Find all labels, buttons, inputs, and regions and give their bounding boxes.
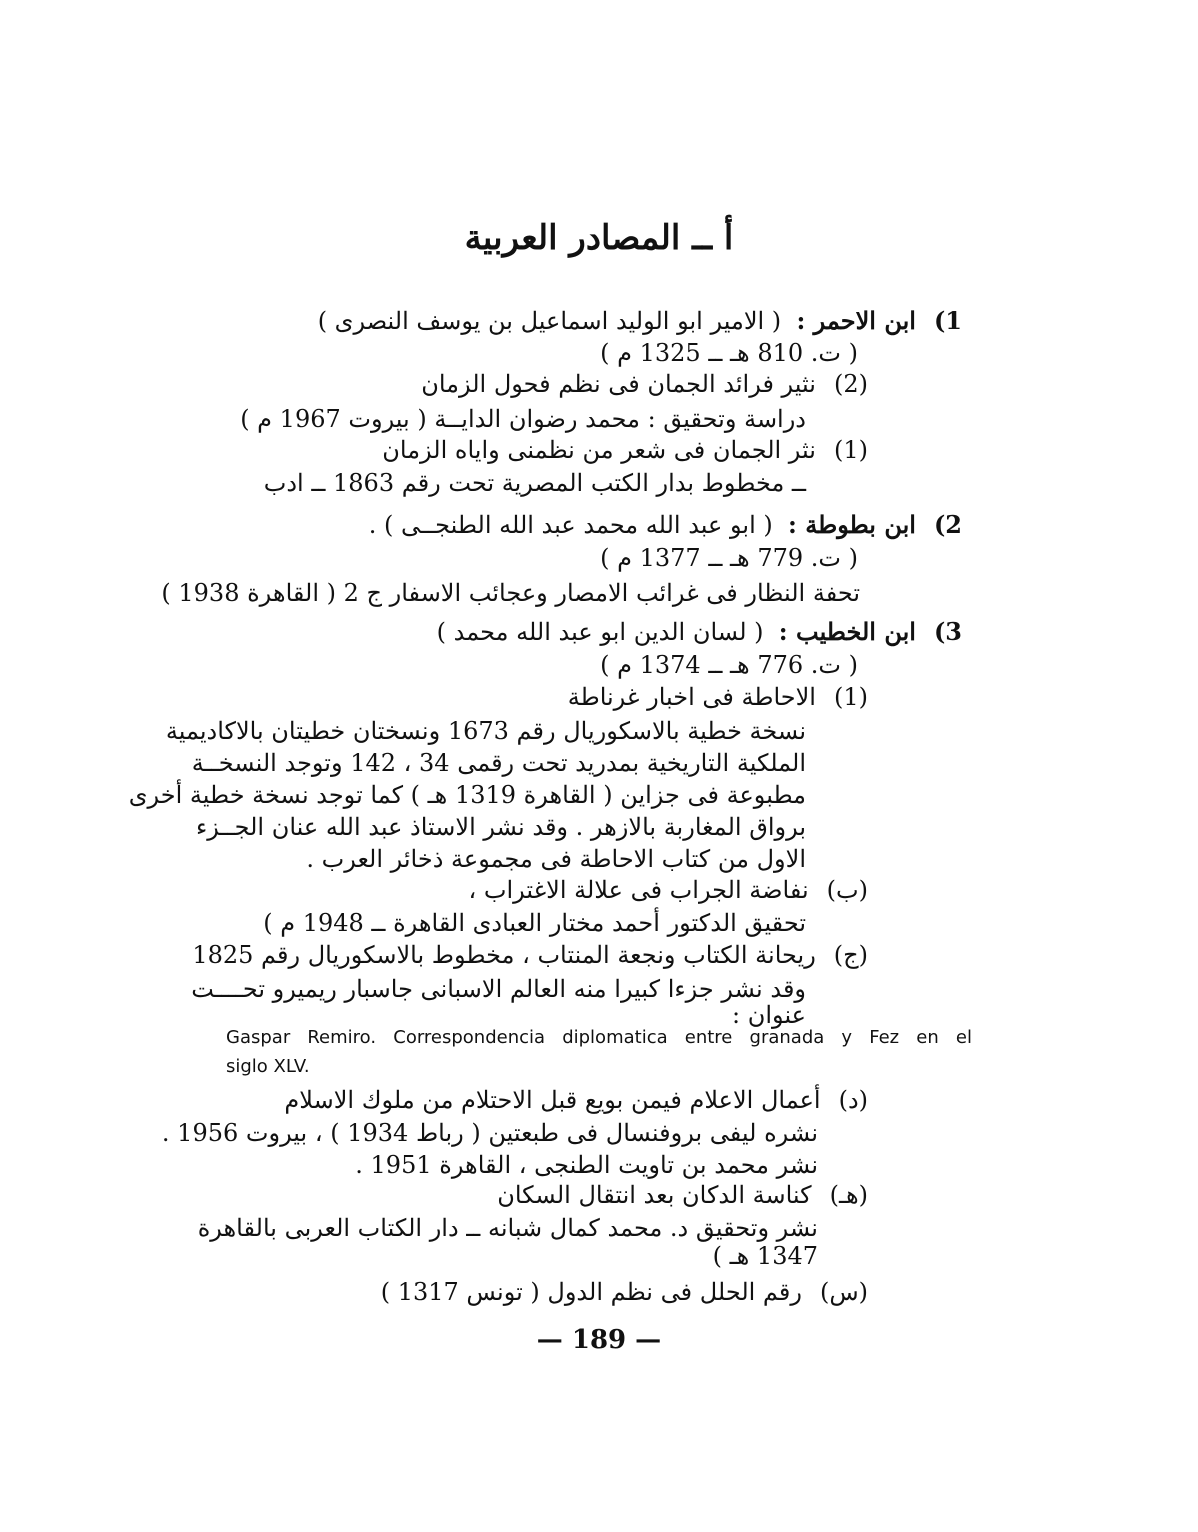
entry-3-item-b [468,875,868,905]
entry-2-date: ( ت. 779 هـ ــ 1377 م ) [600,544,858,572]
entry-3-item-d-line-2: نشر محمد بن تاويت الطنجى ، القاهرة 1951 . [355,1151,818,1179]
entry-description: ( لسان الدين ابو عبد الله محمد ) [436,618,764,646]
entry-3-date: ( ت. 776 هـ ــ 1374 م ) [600,651,858,679]
entry-1-item-2 [421,369,868,399]
entry-3-item-1-line-2: الملكية التاريخية بمدريد تحت رقمى 34 ، 142 وتوجد النسخــة [191,749,806,777]
entry-1-item-1-note: ــ مخطوط بدار الكتب المصرية تحت رقم 1863 ــ ادب [263,469,806,497]
item-marker: (1) [833,683,868,711]
latin-reference-line-2: siglo XLV. [226,1056,310,1077]
entry-name: ابن الاحمر : [796,306,916,335]
entry-3-item-h [497,1180,868,1210]
item-title: نثر الجمان فى شعر من نظمنى واياه الزمان [382,436,816,464]
item-marker: (د) [838,1086,868,1114]
item-marker: (ب) [826,876,868,904]
entry-name: ابن الخطيب : [778,617,916,646]
entry-2-note: تحفة النظار فى غرائب الامصار وعجائب الاسفار ج 2 ( القاهرة 1938 ) [161,579,860,607]
item-marker: (هـ) [829,1181,868,1209]
item-title: نثير فرائد الجمان فى نظم فحول الزمان [421,370,816,398]
entry-2-header [369,510,962,540]
entry-3-item-1-line-3: مطبوعة فى جزاين ( القاهرة 1319 هـ ) كما توجد نسخة خطية أخرى [128,781,806,809]
entry-name: ابن بطوطة : [788,510,916,539]
entry-3-item-j [192,940,868,970]
page-title: أ ــ المصادر العربية [464,218,734,258]
entry-3-item-h-line-1: نشر وتحقيق د. محمد كمال شبانه ــ دار الكتاب العربى بالقاهرة [197,1214,818,1242]
entry-number: 2) [933,510,962,539]
entry-3-item-j-line-1: وقد نشر جزءا كبيرا منه العالم الاسبانى جاسبار ريميرو تحــــت [191,975,806,1003]
entry-1-item-1 [382,435,868,465]
item-marker: (1) [833,436,868,464]
entry-1-item-2-note: دراسة وتحقيق : محمد رضوان الدايــة ( بيروت 1967 م ) [240,405,806,433]
entry-description: ( ابو عبد الله محمد عبد الله الطنجــى ) . [368,511,773,539]
page-number: — 189 — [536,1325,662,1355]
entry-1-date: ( ت. 810 هـ ــ 1325 م ) [600,339,858,367]
item-title: نفاضة الجراب فى علالة الاغتراب ، [468,876,809,904]
latin-reference-line-1: Gaspar Remiro. Correspondencia diplomatica entre granada y Fez en el [226,1027,972,1048]
item-title: أعمال الاعلام فيمن بويع قبل الاحتلام من ملوك الاسلام [284,1086,821,1114]
entry-number: 3) [933,617,962,646]
item-title: الاحاطة فى اخبار غرناطة [567,683,816,711]
item-marker: (س) [819,1278,868,1306]
entry-3-item-1-line-1: نسخة خطية بالاسكوريال رقم 1673 ونسختان خطيتان بالاكاديمية [165,717,806,745]
entry-1-header [318,306,962,336]
item-title: رقم الحلل فى نظم الدول ( تونس 1317 ) [380,1278,802,1306]
item-marker: (2) [833,370,868,398]
entry-3-item-1 [568,682,868,712]
entry-3-item-b-note: تحقيق الدكتور أحمد مختار العبادى القاهرة ــ 1948 م ) [263,909,806,937]
entry-3-item-h-line-2: 1347 هـ ) [712,1242,818,1270]
entry-3-item-j-line-2: عنوان : [732,1001,806,1029]
item-marker: (ج) [833,941,868,969]
entry-3-item-1-line-4: برواق المغاربة بالازهر . وقد نشر الاستاذ عبد الله عنان الجــزء [196,813,806,841]
entry-number: 1) [933,306,962,335]
item-title: كناسة الدكان بعد انتقال السكان [497,1181,812,1209]
entry-3-item-d-line-1: نشره ليفى بروفنسال فى طبعتين ( رباط 1934 ) ، بيروت 1956 . [161,1119,818,1147]
entry-3-header [437,617,962,647]
entry-description: ( الامير ابو الوليد اسماعيل بن يوسف النصرى ) [317,307,782,335]
entry-3-item-1-line-5: الاول من كتاب الاحاطة فى مجموعة ذخائر العرب . [306,845,806,873]
entry-3-item-d [284,1085,868,1115]
entry-3-item-s [381,1277,868,1307]
item-title: ريحانة الكتاب ونجعة المنتاب ، مخطوط بالاسكوريال رقم 1825 [192,941,816,969]
